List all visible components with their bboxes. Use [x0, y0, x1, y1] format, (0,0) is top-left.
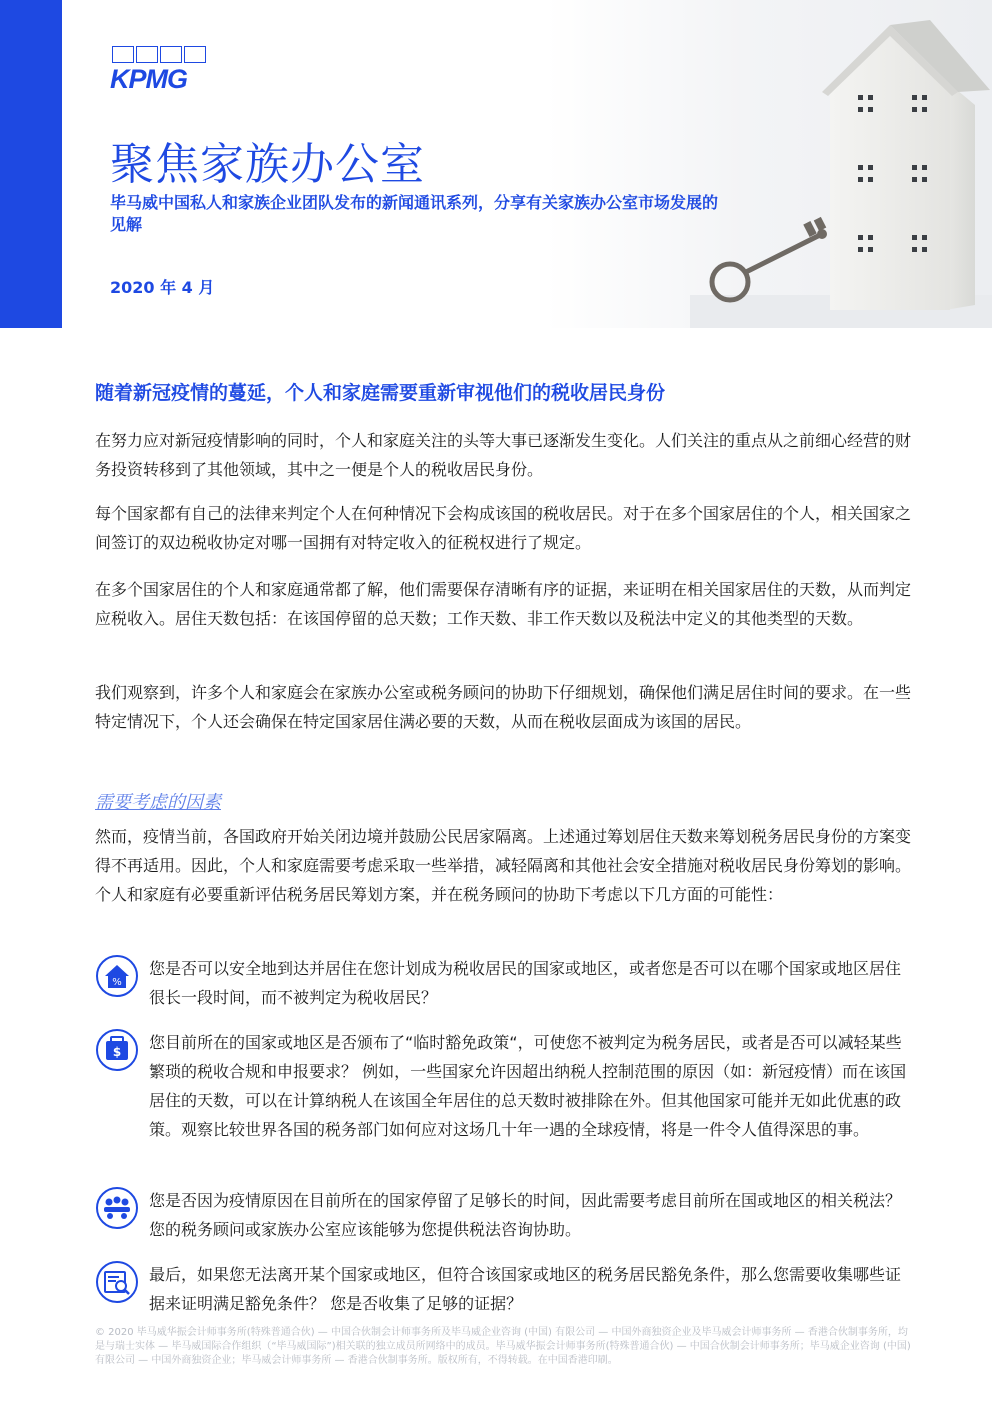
article-heading: 随着新冠疫情的蔓延，个人和家庭需要重新审视他们的税收居民身份: [95, 382, 666, 404]
intro-paragraph: 然而，疫情当前，各国政府开始关闭边境并鼓励公民居家隔离。上述通过筹划居住天数来筹划税务居民身份的方案变得不再适用。因此，个人和家庭需要考虑采取一些举措，减轻隔离和其他社会安全措施对税收居民身份筹划的影响。个人和家庭有必要重新评估税务居民筹划方案，并在税务顾问的协助下考虑以下几方面的可能性：: [95, 827, 912, 904]
brand-side-bar: [0, 0, 62, 328]
page-title: 聚焦家族办公室: [110, 139, 425, 190]
bullet-text-3: 您是否因为疫情原因在目前所在的国家停留了足够长的时间，因此需要考虑目前所在国或地区的相关税法？ 您的税务顾问或家族办公室应该能够为您提供税法咨询协助。: [149, 1191, 902, 1239]
header-banner: [0, 0, 992, 328]
publication-date: 2020 年 4 月: [110, 278, 215, 297]
paragraph-2: 每个国家都有自己的法律来判定个人在何种情况下会构成该国的税收居民。对于在多个国家居住的个人，相关国家之间签订的双边税收协定对哪一国拥有对特定收入的征税权进行了规定。: [95, 504, 912, 552]
paragraph-4: 我们观察到，许多个人和家庭会在家族办公室或税务顾问的协助下仔细规划，确保他们满足居住时间的要求。在一些特定情况下，个人还会确保在特定国家居住满必要的天数，从而在税收层面成为该国的居民。: [95, 683, 912, 731]
document-search-icon: [95, 1260, 139, 1304]
money-document-icon: [95, 1028, 139, 1072]
paragraph-1: 在努力应对新冠疫情影响的同时，个人和家庭关注的头等大事已逐渐发生变化。人们关注的重点从之前细心经营的财务投资转移到了其他领域，其中之一便是个人的税收居民身份。: [95, 431, 912, 479]
svg-text:%: %: [112, 977, 122, 988]
house-percent-icon: [95, 954, 139, 998]
page-subtitle: 毕马威中国私人和家族企业团队发布的新闻通讯系列，分享有关家族办公室市场发展的见解: [110, 193, 719, 234]
bullet-text-1: 您是否可以安全地到达并居住在您计划成为税收居民的国家或地区，或者您是否可以在哪个国家或地区居住很长一段时间，而不被判定为税收居民？: [149, 959, 902, 1007]
logo-wordmark: KPMG: [110, 64, 187, 94]
bullet-text-2: 您目前所在的国家或地区是否颁布了“临时豁免政策“，可使您不被判定为税务居民，或者是否可以减轻某些繁琐的税收合规和申报要求？ 例如，一些国家允许因超出纳税人控制范围的原因（如：新冠疫情）而在该国居住的天数，可以在计算纳税人在该国全年居住的总天数时被排除在外。但其他国家可能并无如此优惠的政策。观察比较世界各国的税务部门如何应对这场几十年一遇的全球疫情，将是一件令人值得深思的事。: [149, 1033, 907, 1139]
paragraph-3: 在多个国家居住的个人和家庭通常都了解，他们需要保存清晰有序的证据，来证明在相关国家居住的天数，从而判定应税收入。居住天数包括：在该国停留的总天数；工作天数、非工作天数以及税法中定义的其他类型的天数。: [95, 580, 912, 628]
kpmg-logo: [110, 46, 220, 94]
people-meeting-icon: [95, 1186, 139, 1230]
house-key-illustration: [690, 10, 992, 328]
legal-footer: © 2020 毕马威华振会计师事务所(特殊普通合伙) — 中国合伙制会计师事务所及毕马威企业咨询 (中国) 有限公司 — 中国外商独资企业及毕马威会计师事务所 — 香港合伙制事务所，均是与瑞士实体 — 毕马威国际合作组织（“毕马威国际”)相关联的独立成员所网络中的成员。毕马威华振会计师事务所(特殊普通合伙) — 中国合伙制会计师事务所；毕马威企业咨询 (中国) 有限公司 — 中国外商独资企业；毕马威会计师事务所 — 香港合伙制事务所。版权所有，不得转载。在中国香港印刷。: [95, 1327, 911, 1366]
bullet-text-4: 最后，如果您无法离开某个国家或地区，但符合该国家或地区的税务居民豁免条件，那么您需要收集哪些证据来证明满足豁免条件？ 您是否收集了足够的证据？: [149, 1265, 902, 1313]
section-subheading: 需要考虑的因素: [95, 792, 221, 813]
svg-text:$: $: [112, 1045, 122, 1059]
